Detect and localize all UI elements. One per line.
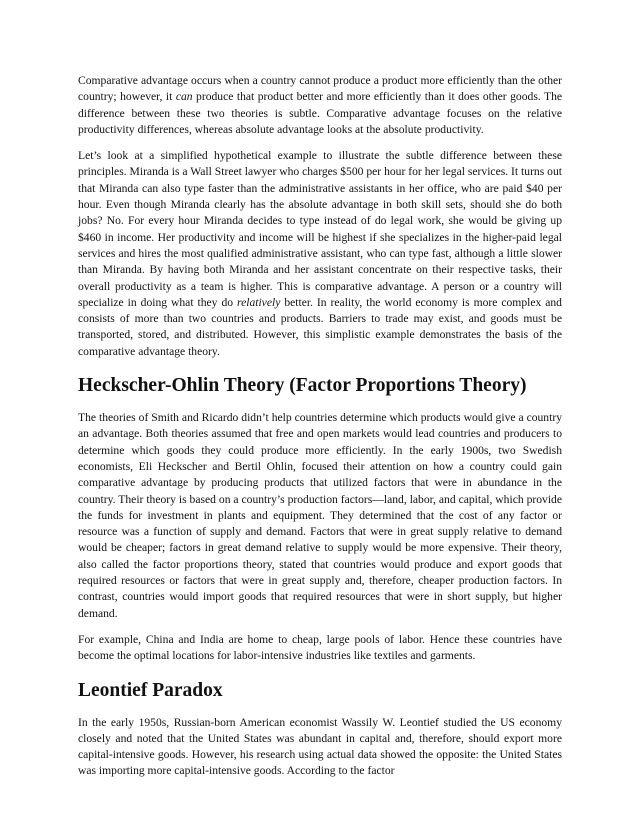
text-run: better. In reality, the world economy is more complex and consists of more than two countries and products. Barriers to trade may exist, and goods must be transported, stored, and distributed. However, this simplistic example demonstrates the basis of the comparative advantage theory. xyxy=(78,295,562,358)
text-run: Let’s look at a simplified hypothetical example to illustrate the subtle difference between these principles. Miranda is a Wall Street lawyer who charges $500 per hour for her legal services. It turns out that Miranda can also type faster than the administrative assistants in her office, who are paid $40 per hour. Even though Miranda clearly has the absolute advantage in both skill sets, should she do both jobs? No. For every hour Miranda decides to type instead of do legal work, she would be giving up $460 in income. Her productivity and income will be highest if she specializes in the higher-paid legal services and hires the most qualified administrative assistant, who can type fast, although a little slower than Miranda. By having both Miranda and her assistant concentrate on their respective tasks, their overall productivity as a team is higher. This is comparative advantage. A person or a country will specialize in doing what they do xyxy=(78,149,562,309)
document-body xyxy=(78,73,562,790)
emphasis-text: relatively xyxy=(237,295,281,309)
emphasis-text: can xyxy=(175,90,193,104)
heading-heckscher-ohlin: Heckscher-Ohlin Theory (Factor Proportions Theory) xyxy=(78,375,527,397)
heading-leontief-paradox: Leontief Paradox xyxy=(78,679,223,701)
text-run: Comparative advantage occurs when a country cannot produce a product more efficiently than the other country; however, it xyxy=(78,74,562,104)
text-run: produce that product better and more efficiently than it does other goods. The difference between these two theories is subtle. Comparative advantage focuses on the relative productivity differences, whereas absolute advantage looks at the absolute productivity. xyxy=(78,90,563,136)
paragraph-heckscher-ohlin: The theories of Smith and Ricardo didn’t help countries determine which products would give a country an advantage. Both theories assumed that free and open markets would lead countries and producers to determine which goods they could produce more efficiently. In the early 1900s, two Swedish economists, Eli Heckscher and Bertil Ohlin, focused their attention on how a country could gain comparative advantage by producing products that utilized factors that were in abundance in the country. Their theory is based on a country’s production factors—land, labor, and capital, which provide the funds for investment in plants and equipment. They determined that the cost of any factor or resource was a function of supply and demand. Factors that were in great supply relative to demand would be cheaper; factors in great demand relative to supply would be more expensive. Their theory, also called the factor proportions theory, stated that countries would produce and export goods that required resources or factors that were in great supply and, therefore, cheaper production factors. In contrast, countries would import goods that required resources that were in short supply, but higher demand. xyxy=(78,411,562,620)
paragraph-miranda-example xyxy=(78,148,562,360)
paragraph-comparative-advantage xyxy=(78,73,562,138)
paragraph-china-india-example: For example, China and India are home to cheap, large pools of labor. Hence these countries have become the optimal locations for labor-intensive industries like textiles and garments. xyxy=(78,632,562,663)
paragraph-leontief: In the early 1950s, Russian-born American economist Wassily W. Leontief studied the US economy closely and noted that the United States was abundant in capital and, therefore, should export more capital-intensive goods. However, his research using actual data showed the opposite: the United States was importing more capital-intensive goods. According to the factor xyxy=(78,715,562,778)
